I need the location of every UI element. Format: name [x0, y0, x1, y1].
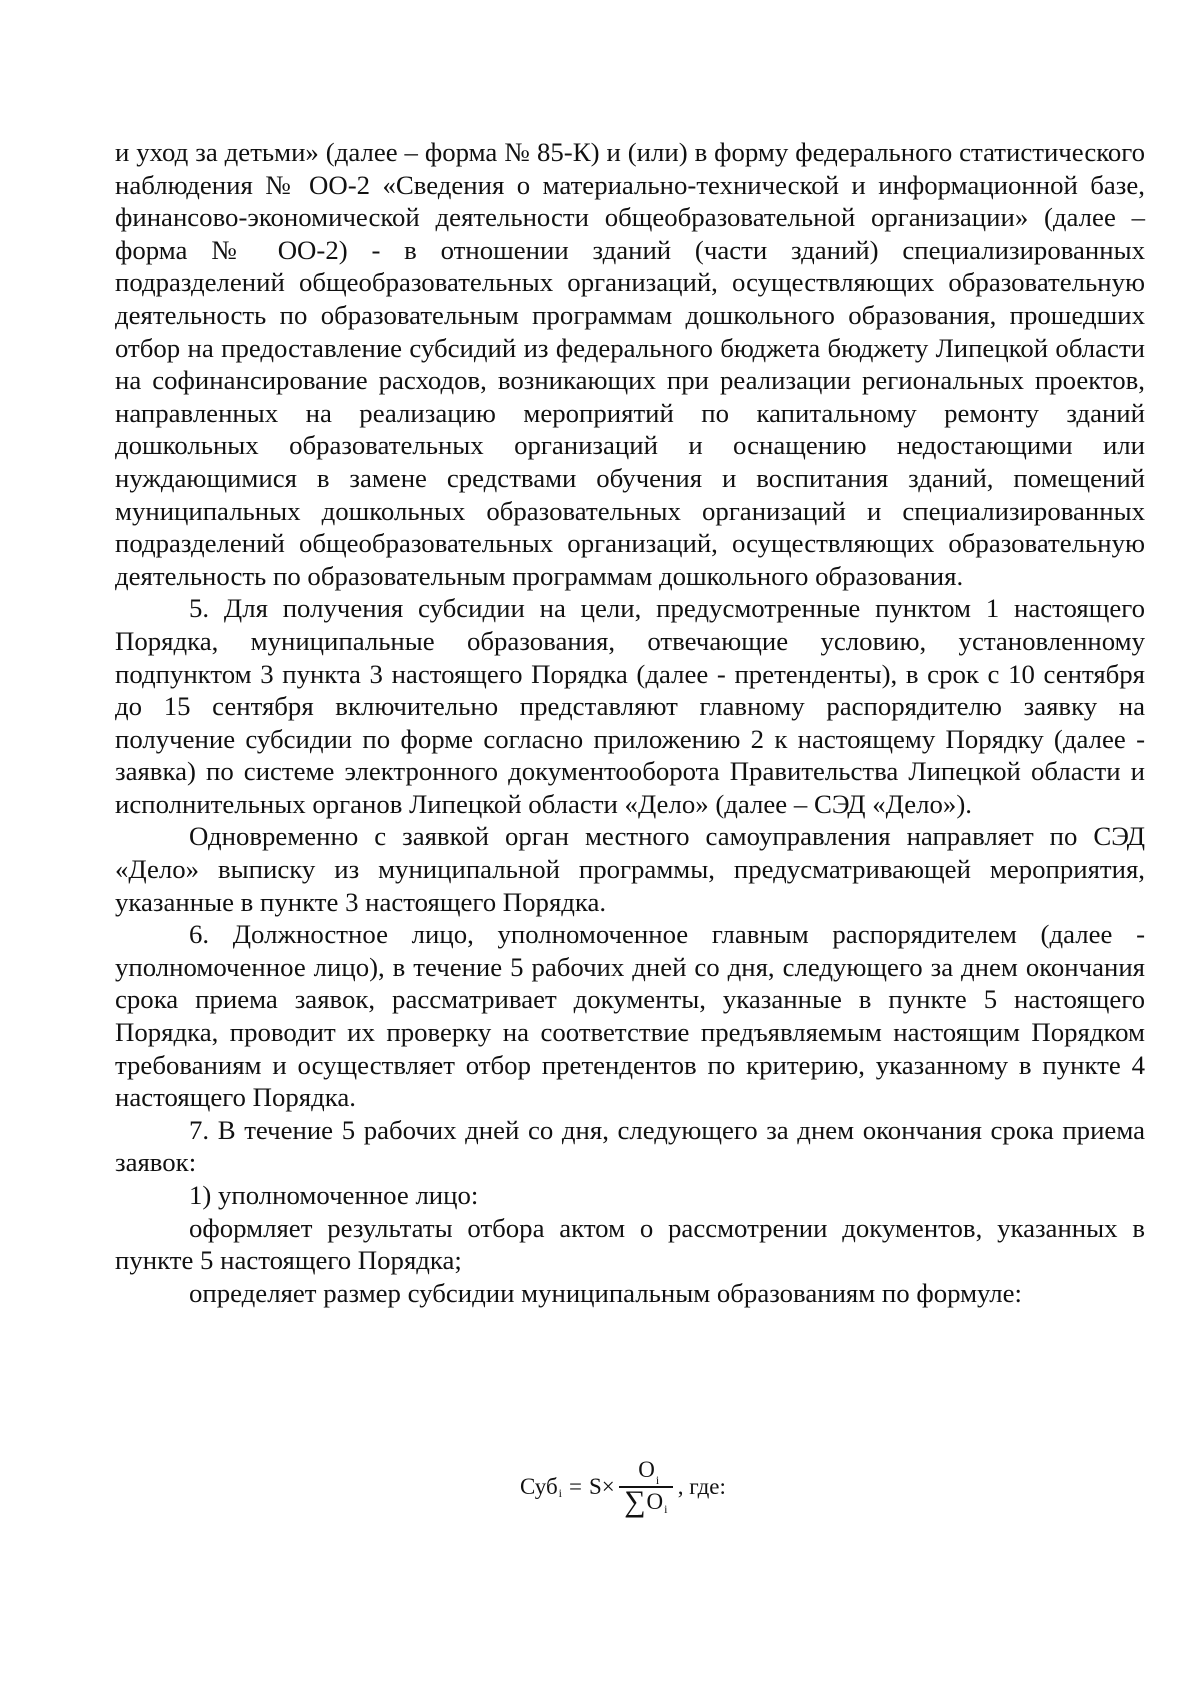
paragraph-item-5: 5. Для получения субсидии на цели, предусмотренные пунктом 1 настоящего Порядка, муниципальные образования, отвечающие условию, установленному подпунктом 3 пункта 3 настоящего Порядка (далее - претенденты), в срок с 10 сентября до 15 сентября включительно представляют главному распорядителю заявку на получение субсидии по форме согласно приложению 2 к настоящему Порядку (далее - заявка) по системе электронного документооборота Правительства Липецкой области и исполнительных органов Липецкой области «Дело» (далее – СЭД «Дело»). — [115, 593, 1145, 819]
formula-sum-sign: ∑ — [624, 1484, 646, 1518]
formula-times: × — [601, 1473, 615, 1499]
paragraph-item-6: 6. Должностное лицо, уполномоченное главным распорядителем (далее - уполномоченное лицо), в течение 5 рабочих дней со дня, следующего за днем окончания срока приема заявок, рассматривает документы, указанные в пункте 5 настоящего Порядка, проводит их проверку на соответствие предъявляемым настоящим Порядком требованиям и осуществляет отбор претендентов по критерию, указанному в пункте 4 настоящего Порядка. — [115, 919, 1145, 1113]
formula-tail: , где: — [677, 1473, 726, 1499]
formula-lhs: Суб — [520, 1473, 558, 1499]
formula-s: S — [589, 1473, 602, 1499]
formula-numerator-index: i — [655, 1473, 660, 1487]
formula-equals: = — [569, 1473, 582, 1499]
paragraph-continuation: и уход за детьми» (далее – форма № 85-К) и (или) в форму федерального статистического наблюдения № ОО-2 «Сведения о материально-технической и информационной базе, финансово-экономической деятельности общеобразовательной организации» (далее – форма № ОО-2) - в отношении зданий (части зданий) специализированных подразделений общеобразовательных организаций, осуществляющих образовательную деятельность по образовательным программам дошкольного образования, прошедших отбор на предоставление субсидий из федерального бюджета бюджету Липецкой области на софинансирование расходов, возникающих при реализации региональных проектов, направленных на реализацию мероприятий по капитальному ремонту зданий дошкольных образовательных организаций и оснащению недостающими или нуждающимися в замене средствами обучения и воспитания зданий, помещений муниципальных дошкольных образовательных организаций и специализированных подразделений общеобразовательных организаций, осуществляющих образовательную деятельность по образовательным программам дошкольного образования. — [115, 137, 1145, 591]
document-page — [115, 136, 1145, 1309]
formula-numerator — [626, 1458, 665, 1486]
formula-numerator-symbol: O — [638, 1457, 655, 1482]
formula-denominator — [624, 1484, 668, 1518]
paragraph-act-of-review: оформляет результаты отбора актом о рассмотрении документов, указанных в пункте 5 настоящего Порядка; — [115, 1212, 1145, 1276]
formula-denominator-symbol: O — [646, 1488, 664, 1514]
formula-lhs-index: i — [558, 1486, 563, 1501]
formula-denominator-index: i — [664, 1501, 668, 1516]
formula-fraction — [619, 1458, 673, 1516]
paragraph-item-7: 7. В течение 5 рабочих дней со дня, следующего за днем окончания срока приема заявок: — [115, 1114, 1145, 1178]
subsidy-formula — [520, 1458, 726, 1516]
paragraph-subitem-1: 1) уполномоченное лицо: — [189, 1180, 479, 1210]
paragraph-formula-intro: определяет размер субсидии муниципальным образованиям по формуле: — [189, 1277, 1022, 1308]
paragraph-item-5-extract: Одновременно с заявкой орган местного самоуправления направляет по СЭД «Дело» выписку из муниципальной программы, предусматривающей мероприятия, указанные в пункте 3 настоящего Порядка. — [115, 821, 1145, 917]
